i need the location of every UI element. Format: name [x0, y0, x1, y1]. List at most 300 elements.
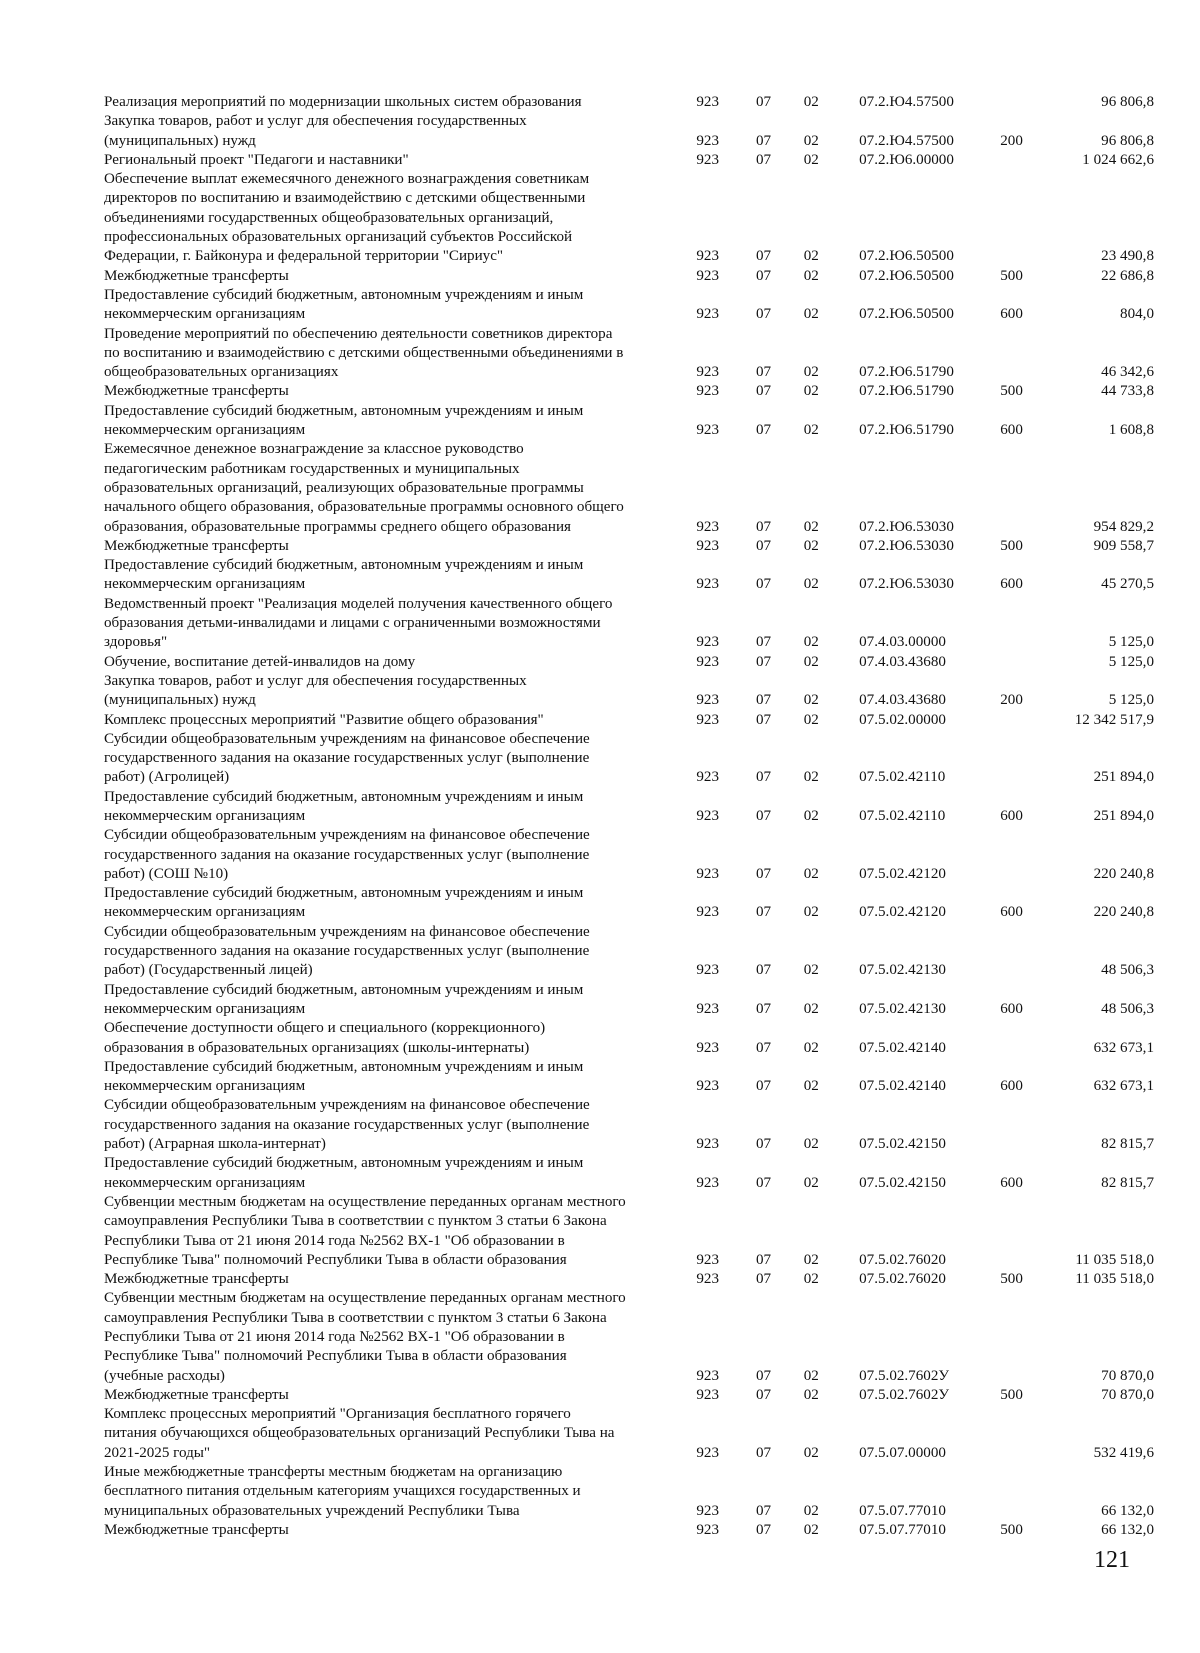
- section-code: 07: [755, 692, 772, 709]
- target-item-code: 07.5.02.42130: [859, 962, 946, 979]
- expense-name-line: Ежемесячное денежное вознаграждение за классное руководство: [104, 441, 524, 458]
- expense-name: [104, 826, 688, 884]
- table-row: [104, 923, 1154, 981]
- expense-name-line: муниципальных образовательных учреждений Республики Тыва: [104, 1502, 520, 1519]
- target-item-code: 07.5.02.00000: [859, 711, 946, 728]
- expense-name-line: образовательных организаций, реализующих образовательные программы: [104, 479, 584, 496]
- expense-name-line: некоммерческим организациям: [104, 1174, 306, 1191]
- subsection-code: 02: [803, 1000, 819, 1017]
- expense-name: [104, 170, 688, 266]
- expense-type-code: 500: [1000, 537, 1023, 554]
- expense-name-line: Межбюджетные трансферты: [104, 1271, 289, 1288]
- subsection-code: 02: [803, 248, 819, 265]
- expense-name-line: государственного задания на оказание государственных услуг (выполнение: [104, 750, 590, 767]
- target-item-code: 07.5.07.77010: [859, 1521, 946, 1538]
- section-code: 07: [755, 248, 772, 265]
- expense-name-line: образования в образовательных организациях (школы-интернаты): [104, 1039, 530, 1056]
- expense-name: [104, 1386, 688, 1405]
- section-code: 07: [755, 94, 772, 110]
- expense-name-line: 2021-2025 годы": [104, 1444, 211, 1461]
- expense-name-line: Ведомственный проект "Реализация моделей получения качественного общего: [104, 595, 613, 612]
- expense-name: [104, 325, 688, 383]
- target-item-code: 07.5.02.42150: [859, 1136, 946, 1153]
- section-code: 07: [755, 518, 772, 535]
- section-code: 07: [755, 132, 772, 149]
- expense-name-line: работ) (Государственный лицей): [104, 962, 313, 979]
- page-number: 121: [1094, 1547, 1130, 1573]
- expense-type-code: 600: [1000, 1174, 1023, 1191]
- expense-name-line: питания обучающихся общеобразовательных организаций Республики Тыва на: [104, 1425, 615, 1442]
- expense-name-line: Республике Тыва" полномочий Республики Тыва в области образования: [104, 1251, 567, 1268]
- expense-name-line: работ) (Агролицей): [104, 769, 230, 786]
- expense-name: [104, 981, 688, 1020]
- target-item-code: 07.2.Ю6.53030: [859, 576, 954, 593]
- expense-name: [104, 711, 688, 730]
- amount: 66 132,0: [1101, 1502, 1154, 1519]
- table-row: [104, 595, 1154, 653]
- expense-type-code: 500: [1000, 1521, 1023, 1538]
- expense-type-code: 500: [1000, 1386, 1023, 1403]
- table-row: [104, 730, 1154, 788]
- target-item-code: 07.2.Ю6.53030: [859, 518, 954, 535]
- target-item-code: 07.5.02.42110: [859, 807, 946, 824]
- section-code: 07: [755, 1174, 772, 1191]
- subsection-code: 02: [803, 1444, 819, 1461]
- amount: 11 035 518,0: [1075, 1271, 1154, 1288]
- expense-name-line: Предоставление субсидий бюджетным, автономным учреждениям и иным: [104, 885, 584, 902]
- expense-name: [104, 440, 688, 536]
- table-row: [104, 981, 1154, 1020]
- expense-name-line: директоров по воспитанию и взаимодействию с детскими общественными: [104, 190, 586, 207]
- subsection-code: 02: [803, 1136, 819, 1153]
- section-code: 07: [755, 383, 772, 400]
- expense-name-line: Субвенции местным бюджетам на осуществление переданных органам местного: [104, 1290, 626, 1307]
- expense-name-line: Федерации, г. Байконура и федеральной территории "Сириус": [104, 248, 504, 265]
- expense-name: [104, 672, 688, 711]
- target-item-code: 07.2.Ю4.57500: [859, 94, 954, 110]
- expense-name-line: самоуправления Республики Тыва в соответствии с пунктом 3 статьи 6 Закона: [104, 1309, 607, 1326]
- expense-name-line: Иные межбюджетные трансферты местным бюджетам на организацию: [104, 1464, 563, 1481]
- target-item-code: 07.2.Ю6.50500: [859, 306, 954, 323]
- amount: 954 829,2: [1093, 518, 1154, 535]
- table-row: [104, 151, 1154, 170]
- department-code: 923: [696, 904, 720, 921]
- target-item-code: 07.4.03.43680: [859, 653, 946, 670]
- amount: 48 506,3: [1101, 1000, 1154, 1017]
- table-row: [104, 1096, 1154, 1154]
- expense-name: [104, 1058, 688, 1097]
- expense-type-code: 500: [1000, 1271, 1023, 1288]
- expense-name-line: Субсидии общеобразовательным учреждениям на финансовое обеспечение: [104, 730, 590, 747]
- table-row: [104, 170, 1154, 266]
- expense-name: [104, 788, 688, 827]
- department-code: 923: [696, 1000, 720, 1017]
- table-row: [104, 556, 1154, 595]
- table-row: [104, 1405, 1154, 1463]
- subsection-code: 02: [803, 904, 819, 921]
- target-item-code: 07.2.Ю6.53030: [859, 537, 954, 554]
- amount: 70 870,0: [1101, 1386, 1154, 1403]
- expense-name: [104, 1193, 688, 1270]
- expense-name-line: некоммерческим организациям: [104, 1078, 306, 1095]
- target-item-code: 07.5.02.42120: [859, 904, 946, 921]
- section-code: 07: [755, 537, 772, 554]
- amount: 251 894,0: [1093, 807, 1154, 824]
- subsection-code: 02: [803, 634, 819, 651]
- expense-name: [104, 112, 688, 151]
- target-item-code: 07.5.02.76020: [859, 1271, 946, 1288]
- expense-type-code: 500: [1000, 267, 1023, 284]
- subsection-code: 02: [803, 1174, 819, 1191]
- expense-name-line: некоммерческим организациям: [104, 807, 306, 824]
- amount: 48 506,3: [1101, 962, 1154, 979]
- department-code: 923: [696, 962, 720, 979]
- target-item-code: 07.5.07.00000: [859, 1444, 946, 1461]
- expense-name-line: Субвенции местным бюджетам на осуществление переданных органам местного: [104, 1193, 626, 1210]
- expense-name-line: Комплекс процессных мероприятий "Развитие общего образования": [104, 711, 544, 728]
- table-row: [104, 440, 1154, 536]
- section-code: 07: [755, 1000, 772, 1017]
- table-row: [104, 711, 1154, 730]
- expense-name: [104, 1405, 688, 1463]
- expense-name-line: (муниципальных) нужд: [104, 132, 256, 149]
- expense-name-line: работ) (Аграрная школа-интернат): [104, 1136, 326, 1153]
- table-row: [104, 93, 1154, 112]
- table-row: [104, 1019, 1154, 1058]
- expense-name-line: Республики Тыва от 21 июня 2014 года №2562 ВХ-1 "Об образовании в: [104, 1232, 565, 1249]
- subsection-code: 02: [803, 711, 819, 728]
- section-code: 07: [755, 1521, 772, 1538]
- table-row: [104, 1521, 1154, 1540]
- target-item-code: 07.2.Ю6.50500: [859, 248, 954, 265]
- subsection-code: 02: [803, 1386, 819, 1403]
- department-code: 923: [696, 1078, 720, 1095]
- expense-name-line: начального общего образования, образовательные программы основного общего: [104, 499, 624, 516]
- expense-name-line: работ) (СОШ №10): [104, 865, 229, 882]
- table-row: [104, 826, 1154, 884]
- expense-name-line: бесплатного питания отдельным категориям учащихся государственных и: [104, 1483, 581, 1500]
- department-code: 923: [696, 1502, 720, 1519]
- expense-name: [104, 1289, 688, 1385]
- amount: 632 673,1: [1093, 1039, 1154, 1056]
- table-row: [104, 1193, 1154, 1270]
- expense-name: [104, 382, 688, 401]
- expense-name-line: Межбюджетные трансферты: [104, 1521, 289, 1538]
- expense-type-code: 600: [1000, 306, 1023, 323]
- section-code: 07: [755, 151, 772, 168]
- department-code: 923: [696, 248, 720, 265]
- amount: 220 240,8: [1093, 904, 1154, 921]
- subsection-code: 02: [803, 653, 819, 670]
- subsection-code: 02: [803, 267, 819, 284]
- expense-name-line: государственного задания на оказание государственных услуг (выполнение: [104, 943, 590, 960]
- target-item-code: 07.2.Ю6.50500: [859, 267, 954, 284]
- expense-name: [104, 923, 688, 981]
- department-code: 923: [696, 807, 720, 824]
- amount: 96 806,8: [1101, 94, 1154, 110]
- expense-name-line: Обеспечение выплат ежемесячного денежного вознаграждения советникам: [104, 171, 590, 188]
- expense-name-line: некоммерческим организациям: [104, 904, 306, 921]
- expense-name: [104, 595, 688, 653]
- department-code: 923: [696, 383, 720, 400]
- expense-name: [104, 286, 688, 325]
- target-item-code: 07.2.Ю6.51790: [859, 364, 954, 381]
- department-code: 923: [696, 94, 720, 110]
- target-item-code: 07.5.02.42140: [859, 1078, 946, 1095]
- section-code: 07: [755, 306, 772, 323]
- expense-name: [104, 1521, 688, 1540]
- expense-name: [104, 1270, 688, 1289]
- department-code: 923: [696, 576, 720, 593]
- department-code: 923: [696, 634, 720, 651]
- amount: 70 870,0: [1101, 1367, 1154, 1384]
- target-item-code: 07.5.02.7602У: [859, 1367, 950, 1384]
- department-code: 923: [696, 1271, 720, 1288]
- table-row: [104, 1463, 1154, 1521]
- subsection-code: 02: [803, 1502, 819, 1519]
- department-code: 923: [696, 769, 720, 786]
- expense-name-line: педагогическим работникам государственных и муниципальных: [104, 460, 520, 477]
- table-row: [104, 788, 1154, 827]
- amount: 12 342 517,9: [1074, 711, 1154, 728]
- target-item-code: 07.5.02.42140: [859, 1039, 946, 1056]
- section-code: 07: [755, 904, 772, 921]
- expense-type-code: 600: [1000, 422, 1023, 439]
- subsection-code: 02: [803, 306, 819, 323]
- amount: 22 686,8: [1101, 267, 1154, 284]
- expense-name: [104, 730, 688, 788]
- amount: 46 342,6: [1101, 364, 1154, 381]
- expense-name-line: Предоставление субсидий бюджетным, автономным учреждениям и иным: [104, 788, 584, 805]
- department-code: 923: [696, 306, 720, 323]
- expense-name-line: общеобразовательных организациях: [104, 364, 339, 381]
- subsection-code: 02: [803, 1251, 819, 1268]
- department-code: 923: [696, 364, 720, 381]
- expense-name-line: Предоставление субсидий бюджетным, автономным учреждениям и иным: [104, 286, 584, 303]
- target-item-code: 07.5.02.42130: [859, 1000, 946, 1017]
- expense-name-line: Предоставление субсидий бюджетным, автономным учреждениям и иным: [104, 1058, 584, 1075]
- department-code: 923: [696, 537, 720, 554]
- expense-name: [104, 1154, 688, 1193]
- expense-name-line: Региональный проект "Педагоги и наставники": [104, 151, 409, 168]
- department-code: 923: [696, 132, 720, 149]
- section-code: 07: [755, 1078, 772, 1095]
- expense-type-code: 600: [1000, 1000, 1023, 1017]
- expense-name-line: (муниципальных) нужд: [104, 692, 256, 709]
- table-row: [104, 325, 1154, 383]
- expense-type-code: 500: [1000, 383, 1023, 400]
- department-code: 923: [696, 692, 720, 709]
- amount: 23 490,8: [1101, 248, 1154, 265]
- subsection-code: 02: [803, 383, 819, 400]
- expense-name-line: Реализация мероприятий по модернизации школьных систем образования: [104, 94, 582, 110]
- expense-name-line: некоммерческим организациям: [104, 1000, 306, 1017]
- expense-name-line: Обеспечение доступности общего и специального (коррекционного): [104, 1020, 546, 1037]
- amount: 1 608,8: [1108, 422, 1154, 439]
- department-code: 923: [696, 711, 720, 728]
- table-row: [104, 653, 1154, 672]
- expense-name-line: Межбюджетные трансферты: [104, 383, 289, 400]
- expense-name: [104, 402, 688, 441]
- target-item-code: 07.2.Ю6.00000: [859, 151, 954, 168]
- target-item-code: 07.5.02.7602У: [859, 1386, 950, 1403]
- subsection-code: 02: [803, 962, 819, 979]
- amount: 804,0: [1120, 306, 1154, 323]
- section-code: 07: [755, 962, 772, 979]
- table-row: [104, 1154, 1154, 1193]
- expense-name-line: по воспитанию и взаимодействию с детскими общественными объединениями в: [104, 344, 624, 361]
- table-row: [104, 402, 1154, 441]
- amount: 1 024 662,6: [1082, 151, 1154, 168]
- expense-name: [104, 1463, 688, 1521]
- department-code: 923: [696, 1386, 720, 1403]
- expense-name-line: образования детьми-инвалидами и лицами с ограниченными возможностями: [104, 615, 601, 632]
- expense-type-code: 600: [1000, 576, 1023, 593]
- expense-type-code: 200: [1000, 132, 1023, 149]
- table-row: [104, 1386, 1154, 1405]
- department-code: 923: [696, 1136, 720, 1153]
- target-item-code: 07.2.Ю6.51790: [859, 383, 954, 400]
- expense-type-code: 600: [1000, 807, 1023, 824]
- section-code: 07: [755, 1367, 772, 1384]
- section-code: 07: [755, 1251, 772, 1268]
- section-code: 07: [755, 1502, 772, 1519]
- expense-name-line: Межбюджетные трансферты: [104, 1386, 289, 1403]
- subsection-code: 02: [803, 1271, 819, 1288]
- amount: 5 125,0: [1108, 692, 1154, 709]
- subsection-code: 02: [803, 1521, 819, 1538]
- amount: 96 806,8: [1101, 132, 1154, 149]
- subsection-code: 02: [803, 1039, 819, 1056]
- table-row: [104, 537, 1154, 556]
- section-code: 07: [755, 576, 772, 593]
- amount: 45 270,5: [1101, 576, 1154, 593]
- table-row: [104, 672, 1154, 711]
- expense-name-line: Субсидии общеобразовательным учреждениям на финансовое обеспечение: [104, 1097, 590, 1114]
- expense-name: [104, 1096, 688, 1154]
- amount: 82 815,7: [1101, 1136, 1154, 1153]
- expense-name-line: Проведение мероприятий по обеспечению деятельности советников директора: [104, 325, 613, 342]
- expense-name-line: некоммерческим организациям: [104, 306, 306, 323]
- expense-name-line: самоуправления Республики Тыва в соответствии с пунктом 3 статьи 6 Закона: [104, 1213, 607, 1230]
- expense-name-line: Предоставление субсидий бюджетным, автономным учреждениям и иным: [104, 981, 584, 998]
- budget-table: [104, 93, 1154, 1540]
- expense-name-line: Субсидии общеобразовательным учреждениям на финансовое обеспечение: [104, 827, 590, 844]
- section-code: 07: [755, 1271, 772, 1288]
- expense-name-line: Предоставление субсидий бюджетным, автономным учреждениям и иным: [104, 557, 584, 574]
- department-code: 923: [696, 1174, 720, 1191]
- expense-name-line: государственного задания на оказание государственных услуг (выполнение: [104, 1116, 590, 1133]
- department-code: 923: [696, 1251, 720, 1268]
- section-code: 07: [755, 1039, 772, 1056]
- table-row: [104, 382, 1154, 401]
- amount: 532 419,6: [1093, 1444, 1154, 1461]
- department-code: 923: [696, 1039, 720, 1056]
- expense-name-line: Предоставление субсидий бюджетным, автономным учреждениям и иным: [104, 402, 584, 419]
- expense-name-line: некоммерческим организациям: [104, 422, 306, 439]
- target-item-code: 07.5.02.42110: [859, 769, 946, 786]
- target-item-code: 07.5.02.42150: [859, 1174, 946, 1191]
- section-code: 07: [755, 634, 772, 651]
- expense-name-line: Межбюджетные трансферты: [104, 267, 289, 284]
- section-code: 07: [755, 807, 772, 824]
- section-code: 07: [755, 769, 772, 786]
- table-row: [104, 884, 1154, 923]
- department-code: 923: [696, 1367, 720, 1384]
- department-code: 923: [696, 422, 720, 439]
- amount: 82 815,7: [1101, 1174, 1154, 1191]
- table-row: [104, 286, 1154, 325]
- subsection-code: 02: [803, 132, 819, 149]
- section-code: 07: [755, 711, 772, 728]
- subsection-code: 02: [803, 1367, 819, 1384]
- table-row: [104, 1058, 1154, 1097]
- expense-name: [104, 267, 688, 286]
- target-item-code: 07.4.03.00000: [859, 634, 946, 651]
- department-code: 923: [696, 653, 720, 670]
- expense-name-line: Обучение, воспитание детей-инвалидов на дому: [104, 653, 416, 670]
- subsection-code: 02: [803, 537, 819, 554]
- amount: 220 240,8: [1093, 865, 1154, 882]
- amount: 5 125,0: [1108, 653, 1154, 670]
- target-item-code: 07.2.Ю6.51790: [859, 422, 954, 439]
- amount: 5 125,0: [1108, 634, 1154, 651]
- section-code: 07: [755, 865, 772, 882]
- expense-name-line: Предоставление субсидий бюджетным, автономным учреждениям и иным: [104, 1155, 584, 1172]
- expense-name-line: профессиональных образовательных организаций субъектов Российской: [104, 229, 573, 246]
- expense-type-code: 200: [1000, 692, 1023, 709]
- department-code: 923: [696, 1444, 720, 1461]
- section-code: 07: [755, 422, 772, 439]
- subsection-code: 02: [803, 518, 819, 535]
- table-row: [104, 1270, 1154, 1289]
- department-code: 923: [696, 1521, 720, 1538]
- expense-name-line: здоровья": [104, 634, 168, 651]
- target-item-code: 07.2.Ю4.57500: [859, 132, 954, 149]
- subsection-code: 02: [803, 769, 819, 786]
- expense-name-line: образования, образовательные программы среднего общего образования: [104, 518, 571, 535]
- subsection-code: 02: [803, 807, 819, 824]
- section-code: 07: [755, 1386, 772, 1403]
- expense-name: [104, 1019, 688, 1058]
- expense-name-line: Республики Тыва от 21 июня 2014 года №2562 ВХ-1 "Об образовании в: [104, 1329, 565, 1345]
- table-row: [104, 267, 1154, 286]
- section-code: 07: [755, 1136, 772, 1153]
- expense-name-line: (учебные расходы): [104, 1367, 225, 1384]
- section-code: 07: [755, 267, 772, 284]
- department-code: 923: [696, 151, 720, 168]
- target-item-code: 07.4.03.43680: [859, 692, 946, 709]
- subsection-code: 02: [803, 94, 819, 110]
- amount: 66 132,0: [1101, 1521, 1154, 1538]
- amount: 251 894,0: [1093, 769, 1154, 786]
- expense-name-line: Межбюджетные трансферты: [104, 537, 289, 554]
- section-code: 07: [755, 364, 772, 381]
- subsection-code: 02: [803, 692, 819, 709]
- table-row: [104, 112, 1154, 151]
- department-code: 923: [696, 267, 720, 284]
- subsection-code: 02: [803, 422, 819, 439]
- expense-name: [104, 884, 688, 923]
- target-item-code: 07.5.07.77010: [859, 1502, 946, 1519]
- amount: 909 558,7: [1093, 537, 1154, 554]
- amount: 11 035 518,0: [1075, 1251, 1154, 1268]
- expense-name-line: Закупка товаров, работ и услуг для обеспечения государственных: [104, 113, 527, 130]
- expense-name-line: некоммерческим организациям: [104, 576, 306, 593]
- target-item-code: 07.5.02.76020: [859, 1251, 946, 1268]
- expense-name: [104, 556, 688, 595]
- expense-name: [104, 93, 688, 112]
